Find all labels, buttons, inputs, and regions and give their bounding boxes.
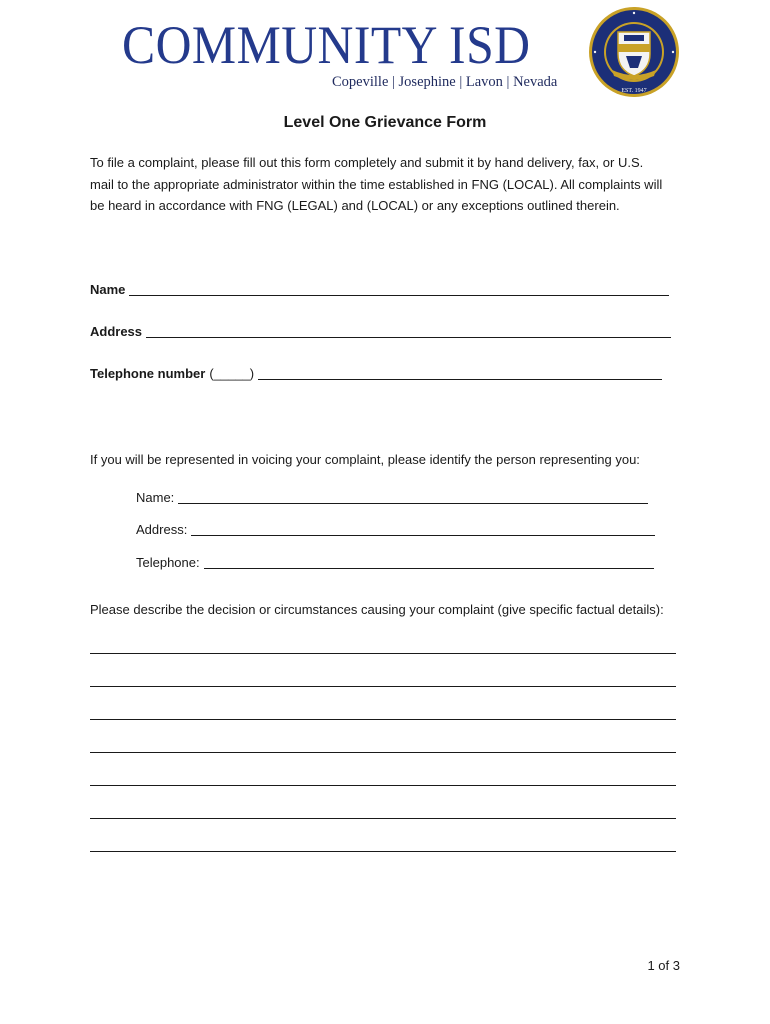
- rep-telephone-row: [136, 555, 654, 570]
- telephone-field-row: [90, 366, 662, 381]
- form-intro: To file a complaint, please fill out this form completely and submit it by hand delivery, fax, or U.S. mail to the appropriate administrator within the time established in FNG (LOCAL). All complaints will be heard in accordance with FNG (LEGAL) and (LOCAL) or any exceptions outlined therein.: [90, 155, 663, 213]
- description-line[interactable]: [90, 851, 676, 852]
- district-towns: Copeville | Josephine | Lavon | Nevada: [332, 74, 558, 90]
- address-field-row: [90, 324, 671, 339]
- description-line[interactable]: [90, 818, 676, 819]
- telephone-field[interactable]: [258, 379, 662, 380]
- description-line[interactable]: [90, 653, 676, 654]
- svg-text:EST. 1947: EST. 1947: [621, 88, 647, 94]
- rep-address-row: [136, 522, 655, 537]
- rep-address-label: Address:: [136, 522, 188, 537]
- representation-prompt: If you will be represented in voicing your complaint, please identify the person representing you:: [90, 452, 640, 467]
- district-header: [118, 10, 678, 106]
- area-code-field[interactable]: (_____): [209, 366, 255, 381]
- description-line[interactable]: [90, 686, 676, 687]
- rep-telephone-field[interactable]: [204, 568, 654, 569]
- district-logo-text: COMMUNITY ISD: [122, 15, 531, 75]
- address-label: Address: [90, 324, 143, 339]
- rep-name-field[interactable]: [178, 503, 648, 504]
- form-title: Level One Grievance Form: [283, 114, 487, 131]
- describe-prompt: Please describe the decision or circumstances causing your complaint (give specific factual details):: [90, 602, 664, 617]
- rep-telephone-label: Telephone:: [136, 555, 200, 570]
- name-field[interactable]: [129, 295, 669, 296]
- address-field[interactable]: [146, 337, 671, 338]
- rep-address-field[interactable]: [191, 535, 655, 536]
- name-label: Name: [90, 282, 126, 297]
- rep-name-row: [136, 490, 648, 505]
- page-number: 1 of 3: [647, 958, 680, 973]
- rep-name-label: Name:: [136, 490, 175, 505]
- name-field-row: [90, 282, 669, 297]
- telephone-label: Telephone number: [90, 366, 206, 381]
- district-seal-icon: [588, 6, 680, 98]
- description-line[interactable]: [90, 752, 676, 753]
- description-line[interactable]: [90, 719, 676, 720]
- description-line[interactable]: [90, 785, 676, 786]
